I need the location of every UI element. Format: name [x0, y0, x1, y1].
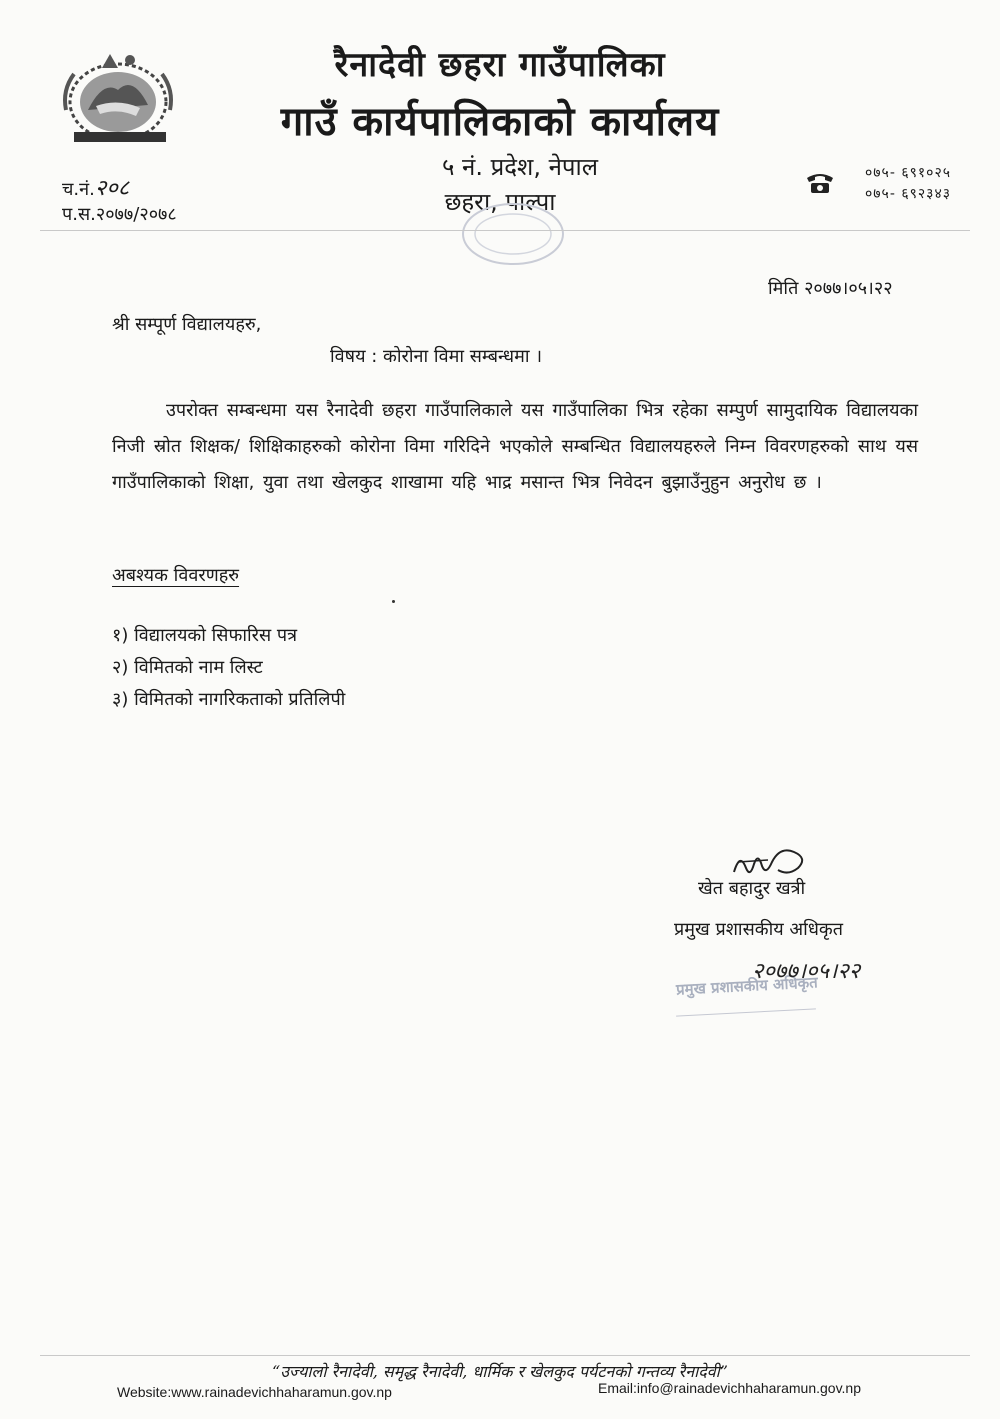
- fiscal-year: प.स.२०७७/२०७८: [62, 204, 177, 225]
- subject-line: विषय : कोरोना विमा सम्बन्धमा ।: [330, 346, 543, 367]
- ink-dot: [392, 600, 395, 603]
- footer-website: Website:www.rainadevichhaharamun.gov.np: [117, 1384, 392, 1400]
- province-line: ५ नं. प्रदेश, नेपाल: [441, 153, 599, 181]
- requirements-list: [112, 620, 345, 716]
- list-item: २) विमितको नाम लिस्ट: [112, 657, 263, 678]
- salutation: श्री सम्पूर्ण विद्यालयहरु,: [112, 314, 262, 335]
- list-item: १) विद्यालयको सिफारिस पत्र: [112, 625, 298, 646]
- header-divider: [40, 230, 970, 231]
- signer-name: खेत बहादुर खत्री: [698, 878, 806, 899]
- dispatch-number-value: २०८: [94, 176, 130, 201]
- telephone-icon: [805, 170, 835, 194]
- phone-number: ०७५- ६९१०२५: [865, 165, 952, 181]
- letter-date: मिति २०७७।०५।२२: [768, 278, 893, 299]
- office-name: रैनादेवी छहरा गाउँपालिका: [334, 45, 666, 85]
- stamp-underline: [676, 1008, 816, 1016]
- officer-rubber-stamp: प्रमुख प्रशासकीय अधिकृत: [675, 973, 819, 999]
- footer-motto: “उज्यालो रैनादेवी, समृद्ध रैनादेवी, धार्मिक र खेलकुद पर्यटनको गन्तव्य रैनादेवी”: [272, 1362, 728, 1381]
- letter-body: उपरोक्त सम्बन्धमा यस रैनादेवी छहरा गाउँपालिकाले यस गाउँपालिका भित्र रहेका सम्पुर्ण सामुदायिक विद्यालयका निजी स्रोत शिक्षक/ शिक्षिकाहरुको कोरोना विमा गरिदिने भएकोले सम्बन्धित विद्यालयहरुले निम्न विवरणहरुको साथ यस गाउँपालिकाको शिक्षा, युवा तथा खेलकुद शाखामा यहि भाद्र मसान्त भित्र निवेदन बुझाउँनुहुन अनुरोध छ ।: [112, 400, 918, 493]
- faint-office-stamp: [458, 200, 568, 268]
- dispatch-number: [62, 172, 129, 202]
- handwritten-date: २०७७।०५।२२: [752, 959, 861, 984]
- list-item: ३) विमितको नागरिकताको प्रतिलिपी: [112, 689, 346, 710]
- requirements-heading: अबश्यक विवरणहरु: [112, 565, 240, 586]
- footer-email: Email:info@rainadevichhaharamun.gov.np: [598, 1380, 861, 1396]
- phone-number: ०७५- ६९२३४३: [865, 186, 952, 202]
- office-title: गाउँ कार्यपालिकाको कार्यालय: [280, 99, 720, 145]
- footer-divider: [40, 1355, 970, 1356]
- signer-title: प्रमुख प्रशासकीय अधिकृत: [674, 919, 843, 940]
- phone-numbers: [865, 163, 951, 205]
- dispatch-number-label: च.नं.: [62, 179, 95, 200]
- location-line: छहरा, पाल्पा: [444, 188, 556, 216]
